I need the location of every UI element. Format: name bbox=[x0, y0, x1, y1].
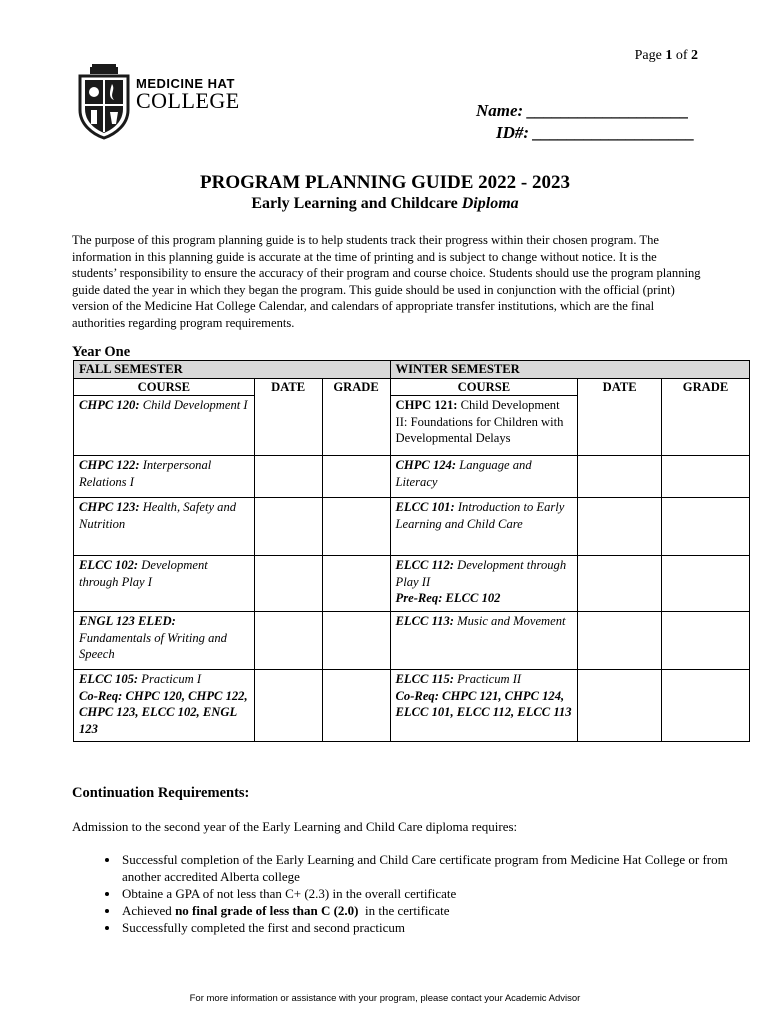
grade-cell[interactable] bbox=[322, 612, 390, 670]
winter-course-cell: CHPC 121: Child Development II: Foundations for Children with Developmental Delays bbox=[390, 396, 578, 456]
college-crest-icon bbox=[76, 62, 132, 140]
fall-course-cell: ENGL 123 ELED: Fundamentals of Writing and Speech bbox=[74, 612, 255, 670]
fall-course-cell: CHPC 123: Health, Safety and Nutrition bbox=[74, 498, 255, 556]
table-row bbox=[74, 498, 750, 556]
list-item: • Obtaine a GPA of not less than C+ (2.3) in the overall certificate bbox=[120, 885, 760, 902]
winter-course-cell: ELCC 112: Development through Play II Pre-Req: ELCC 102 bbox=[390, 556, 578, 612]
date-cell[interactable] bbox=[578, 556, 662, 612]
fall-course-cell: CHPC 122: Interpersonal Relations I bbox=[74, 456, 255, 498]
date-cell[interactable] bbox=[254, 456, 322, 498]
prereq-text: Pre-Req: ELCC 102 bbox=[395, 591, 501, 605]
grade-cell[interactable] bbox=[662, 612, 750, 670]
col-date-header: DATE bbox=[254, 378, 322, 456]
continuation-intro: Admission to the second year of the Early Learning and Child Care diploma requires: bbox=[72, 819, 518, 834]
winter-course-cell: ELCC 101: Introduction to Early Learning and Child Care bbox=[390, 498, 578, 556]
list-item: • Successfully completed the first and second practicum bbox=[120, 919, 760, 936]
year-heading: Year One bbox=[72, 344, 131, 360]
table-row bbox=[74, 456, 750, 498]
grade-cell[interactable] bbox=[322, 670, 390, 742]
id-field-label: ID#: ___________________ bbox=[496, 123, 695, 142]
grade-cell[interactable] bbox=[322, 456, 390, 498]
logo-text-college: COLLEGE bbox=[136, 88, 240, 113]
col-grade-header: GRADE bbox=[662, 378, 750, 456]
name-field-label: Name: ___________________ bbox=[476, 101, 689, 120]
col-date-header: DATE bbox=[578, 378, 662, 456]
continuation-heading: Continuation Requirements: bbox=[72, 785, 250, 801]
fall-course-cell: ELCC 102: Development through Play I bbox=[74, 556, 255, 612]
col-course-header: COURSE bbox=[390, 378, 578, 396]
grade-cell[interactable] bbox=[662, 456, 750, 498]
winter-course-cell: ELCC 115: Practicum II Co-Req: CHPC 121, CHPC 124, ELCC 101, ELCC 112, ELCC 113 bbox=[390, 670, 578, 742]
table-row bbox=[74, 556, 750, 612]
list-item: • Successful completion of the Early Learning and Child Care certificate program from Medicine Hat College or from another accredited Alberta college bbox=[120, 851, 760, 885]
winter-course-cell: ELCC 113: Music and Movement bbox=[390, 612, 578, 670]
program-table bbox=[73, 360, 750, 742]
grade-cell[interactable] bbox=[662, 670, 750, 742]
date-cell[interactable] bbox=[578, 456, 662, 498]
coreq-text: Co-Req: CHPC 120, CHPC 122, CHPC 123, ELCC 102, ENGL 123 bbox=[79, 688, 248, 736]
coreq-text: Co-Req: CHPC 121, CHPC 124, ELCC 101, ELCC 112, ELCC 113 bbox=[395, 688, 572, 719]
date-cell[interactable] bbox=[578, 498, 662, 556]
grade-cell[interactable] bbox=[662, 556, 750, 612]
table-row bbox=[74, 612, 750, 670]
requirements-list bbox=[72, 851, 760, 936]
winter-semester-header: WINTER SEMESTER bbox=[390, 361, 749, 379]
date-cell[interactable] bbox=[254, 556, 322, 612]
date-cell[interactable] bbox=[578, 612, 662, 670]
fall-course-cell: CHPC 120: Child Development I bbox=[74, 396, 255, 456]
winter-course-cell: CHPC 124: Language and Literacy bbox=[390, 456, 578, 498]
grade-cell[interactable] bbox=[322, 556, 390, 612]
footer-note: For more information or assistance with your program, please contact your Academic Advisor bbox=[189, 993, 581, 1004]
purpose-paragraph: The purpose of this program planning guide is to help students track their progress within their chosen program. The information in this planning guide is accurate at the time of printing and is subject to change without notice. It is the students’ responsibility to ensure the accuracy of their program and course choice. Students should use the program planning guide dated the year in which they began the program. This guide should be used in conjunction with the official (print) version of the Medicine Hat College Calendar, and calendars of appropriate transfer institutions, which are the final authorities regarding program requirements. bbox=[72, 233, 701, 330]
date-cell[interactable] bbox=[578, 670, 662, 742]
date-cell[interactable] bbox=[254, 498, 322, 556]
fall-semester-header: FALL SEMESTER bbox=[74, 361, 391, 379]
page-number: Page 1 of 2 bbox=[634, 48, 698, 63]
document-subtitle: Early Learning and Childcare Diploma bbox=[251, 195, 519, 212]
fall-course-cell: ELCC 105: Practicum I Co-Req: CHPC 120, CHPC 122, CHPC 123, ELCC 102, ENGL 123 bbox=[74, 670, 255, 742]
col-course-header: COURSE bbox=[74, 378, 255, 396]
table-row bbox=[74, 670, 750, 742]
grade-cell[interactable] bbox=[322, 498, 390, 556]
date-cell[interactable] bbox=[254, 612, 322, 670]
grade-cell[interactable] bbox=[662, 498, 750, 556]
col-grade-header: GRADE bbox=[322, 378, 390, 456]
list-item: • Achieved no final grade of less than C (2.0) in the certificate bbox=[120, 902, 760, 919]
logo-text-top: MEDICINE HAT bbox=[136, 76, 235, 91]
date-cell[interactable] bbox=[254, 670, 322, 742]
document-title: PROGRAM PLANNING GUIDE 2022 - 2023 bbox=[200, 172, 570, 193]
